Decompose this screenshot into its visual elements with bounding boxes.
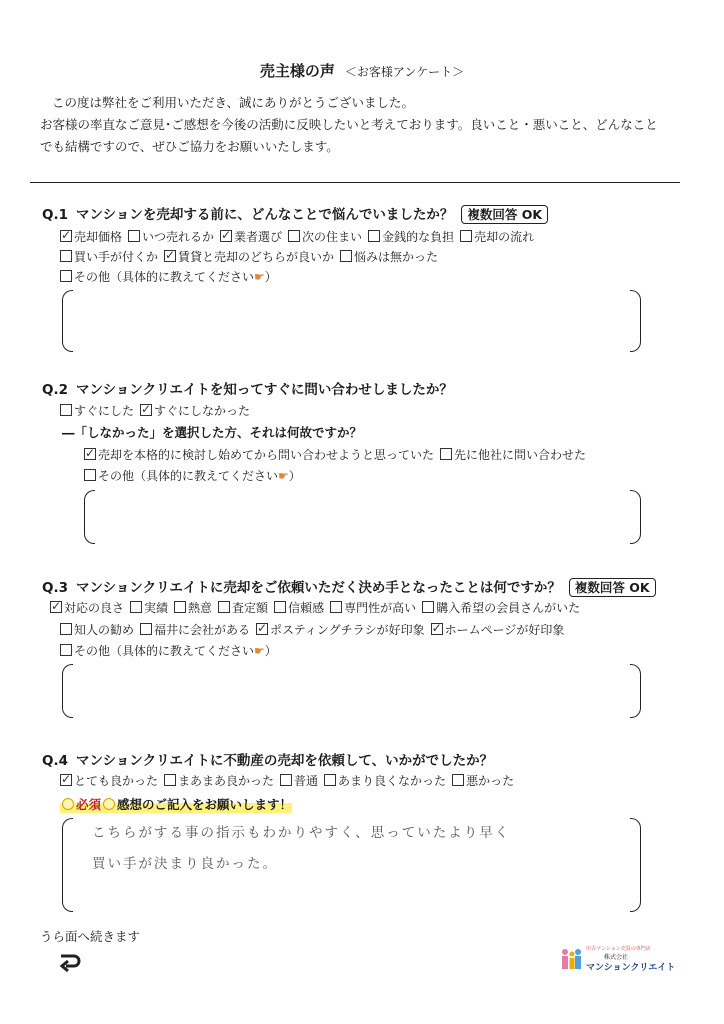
q1-options-row-2 (60, 248, 444, 266)
option-label: ホームページが好印象 (444, 623, 565, 637)
pointing-hand-icon: ☛ (254, 644, 265, 658)
intro-text (40, 92, 690, 158)
handwritten-answer-line-2: 買い手が決まり良かった。 (92, 856, 278, 872)
checkbox[interactable] (218, 601, 230, 613)
logo-company-type: 株式会社 (604, 954, 629, 961)
q4-answer-bracket-right (630, 818, 641, 912)
option[interactable] (60, 402, 134, 420)
option-label: 信頼感 (288, 601, 325, 615)
checkbox[interactable] (330, 601, 342, 613)
lightbulb-icon (62, 798, 74, 810)
option[interactable] (60, 772, 158, 790)
checkbox[interactable] (431, 623, 443, 635)
q1-other-option[interactable]: その他（具体的に教えてください☛） (60, 268, 277, 286)
option[interactable] (274, 599, 324, 617)
q4-answer-bracket-left (62, 818, 73, 912)
checkbox[interactable] (440, 448, 452, 460)
checkbox[interactable] (60, 644, 72, 656)
option-label: とても良かった (74, 774, 159, 788)
checkbox[interactable] (452, 774, 464, 786)
option-label: 賃貸と売却のどちらが良いか (178, 250, 335, 264)
pointing-hand-icon: ☛ (278, 469, 289, 483)
option-label: 知人の勧め (74, 623, 135, 637)
handwritten-answer-line-1: こちらがする事の指示もわかりやすく、思っていたより早く (92, 825, 511, 841)
option-label: 査定額 (232, 601, 269, 615)
option[interactable] (440, 446, 586, 464)
q2-answer-bracket-left (84, 490, 95, 544)
checkbox[interactable] (340, 250, 352, 262)
logo-tagline: 中古マンション売買の専門店 (586, 946, 651, 952)
option[interactable] (128, 228, 214, 246)
q2-text: マンションクリエイトを知ってすぐに問い合わせしましたか？ (76, 382, 453, 398)
checkbox[interactable] (60, 623, 72, 635)
logo-figures-icon (560, 947, 582, 971)
survey-title (0, 60, 724, 81)
checkbox[interactable] (60, 230, 72, 242)
option-label: ポスティングチラシが好印象 (270, 623, 425, 637)
option-label: 福井に会社がある (154, 623, 251, 637)
option[interactable] (164, 772, 274, 790)
option-label: 悩みは無かった (354, 250, 439, 264)
checkbox[interactable] (50, 601, 62, 613)
option[interactable] (330, 599, 416, 617)
q1-other-label: その他（具体的に教えてください (74, 270, 255, 284)
q1-multi-badge: 複数回答 OK (461, 205, 548, 224)
option[interactable] (431, 621, 565, 639)
intro-line-1: この度は弊社をご利用いただき、誠にありがとうございました。 (52, 95, 415, 110)
checkbox[interactable] (84, 469, 96, 481)
option-label: 次の住まい (302, 230, 363, 244)
option-label: 売却の流れ (474, 230, 535, 244)
divider (30, 182, 680, 183)
option[interactable] (340, 248, 438, 266)
q3-options-row-1 (50, 599, 586, 617)
q4-options-row-1 (60, 772, 520, 790)
pointing-hand-icon: ☛ (254, 270, 265, 284)
q1-number: Q.1 (42, 207, 68, 223)
q2-other-label: その他（具体的に教えてください (98, 469, 279, 483)
checkbox[interactable] (130, 601, 142, 613)
option[interactable] (130, 599, 168, 617)
option-label: 普通 (294, 774, 319, 788)
option[interactable] (60, 228, 122, 246)
required-label: 必須 (76, 797, 102, 812)
option-label: いつ売れるか (142, 230, 215, 244)
checkbox[interactable] (274, 601, 286, 613)
option-label: 金銭的な負担 (382, 230, 455, 244)
option-label: 売却価格 (74, 230, 123, 244)
option[interactable] (218, 599, 268, 617)
intro-line-2: お客様の率直なご意見･ご感想を今後の活動に反映したいと考えております。良いこと・悪いこと、どんなこと (40, 117, 658, 132)
q1-text: マンションを売却する前に、どんなことで悩んでいましたか？ (76, 207, 454, 223)
option[interactable] (84, 446, 434, 464)
checkbox[interactable] (128, 230, 140, 242)
q3-answer-bracket-left (62, 664, 73, 718)
option[interactable] (422, 599, 580, 617)
required-text: 感想のご記入をお願いします！ (117, 797, 293, 812)
q2-heading (42, 378, 453, 398)
q1-answer-bracket-right (630, 290, 641, 352)
q2-options-row-1 (60, 402, 256, 420)
option[interactable] (288, 228, 362, 246)
checkbox[interactable] (324, 774, 336, 786)
option-label: 悪かった (466, 774, 515, 788)
checkbox[interactable] (280, 774, 292, 786)
option-label: 対応の良さ (64, 601, 125, 615)
q1-heading (42, 203, 548, 224)
title-text: 売主様の声 (259, 62, 335, 80)
q3-other-label: その他（具体的に教えてください (74, 644, 255, 658)
option-label: あまり良くなかった (338, 774, 447, 788)
option-label: 先に他社に問い合わせた (454, 448, 587, 462)
turn-page-arrow-icon (58, 950, 82, 974)
company-logo (560, 945, 680, 975)
q2-followup-question: ―「しなかった」を選択した方、それは何故ですか？ (62, 425, 363, 440)
q3-text: マンションクリエイトに売却をご依頼いただく決め手となったことは何ですか？ (76, 580, 561, 596)
checkbox[interactable] (256, 623, 268, 635)
checkbox[interactable] (140, 623, 152, 635)
option[interactable] (220, 228, 282, 246)
checkbox[interactable] (368, 230, 380, 242)
option-label: まあまあ良かった (178, 774, 275, 788)
checkbox[interactable] (164, 774, 176, 786)
checkbox[interactable] (174, 601, 186, 613)
q4-required-note (60, 795, 292, 813)
q3-answer-bracket-right (630, 664, 641, 718)
q2-options-row-2 (84, 446, 592, 464)
option-label: 買い手が付くか (74, 250, 159, 264)
option-label: 熱意 (188, 601, 213, 615)
option[interactable] (50, 599, 124, 617)
option[interactable] (174, 599, 212, 617)
q3-heading (42, 576, 656, 597)
q3-options-row-2 (60, 621, 570, 639)
option[interactable] (452, 772, 514, 790)
checkbox[interactable] (220, 230, 232, 242)
checkbox[interactable] (60, 404, 72, 416)
checkbox[interactable] (460, 230, 472, 242)
option-label: 売却を本格的に検討し始めてから問い合わせようと思っていた (98, 448, 435, 462)
intro-line-3: でも結構ですので、ぜひご協力をお願いいたします。 (40, 139, 339, 154)
q4-heading (42, 749, 493, 769)
option[interactable] (60, 621, 134, 639)
q3-number: Q.3 (42, 580, 68, 596)
option[interactable] (368, 228, 454, 246)
checkbox[interactable] (60, 270, 72, 282)
option-label: 専門性が高い (344, 601, 417, 615)
option-label: 購入希望の会員さんがいた (436, 601, 581, 615)
title-subtitle: ＜お客様アンケート＞ (344, 65, 465, 79)
option[interactable] (140, 402, 250, 420)
option-label: 業者選び (234, 230, 283, 244)
option-label: 実績 (144, 601, 169, 615)
option[interactable] (256, 621, 425, 639)
checkbox[interactable] (60, 250, 72, 262)
option[interactable] (280, 772, 318, 790)
checkbox[interactable] (288, 230, 300, 242)
checkbox[interactable] (164, 250, 176, 262)
q1-options-row-1 (60, 228, 540, 246)
q2-other-option[interactable]: その他（具体的に教えてください☛） (84, 467, 301, 485)
q1-answer-bracket-left (62, 290, 73, 352)
checkbox[interactable] (84, 448, 96, 460)
option[interactable] (60, 248, 158, 266)
q2-answer-bracket-right (630, 490, 641, 544)
option[interactable] (324, 772, 446, 790)
q2-number: Q.2 (42, 382, 68, 398)
option[interactable] (164, 248, 334, 266)
continue-note: うら面へ続きます (40, 929, 141, 944)
option[interactable] (140, 621, 250, 639)
checkbox[interactable] (140, 404, 152, 416)
checkbox[interactable] (422, 601, 434, 613)
option-label: すぐにしなかった (154, 404, 251, 418)
lightbulb-icon (103, 798, 115, 810)
checkbox[interactable] (60, 774, 72, 786)
logo-name: マンションクリエイト (586, 963, 676, 973)
q4-text: マンションクリエイトに不動産の売却を依頼して、いかがでしたか？ (76, 753, 494, 769)
option[interactable] (460, 228, 534, 246)
q3-other-option[interactable]: その他（具体的に教えてください☛） (60, 642, 277, 660)
q4-number: Q.4 (42, 753, 68, 769)
option-label: すぐにした (74, 404, 135, 418)
q3-multi-badge: 複数回答 OK (569, 578, 656, 597)
